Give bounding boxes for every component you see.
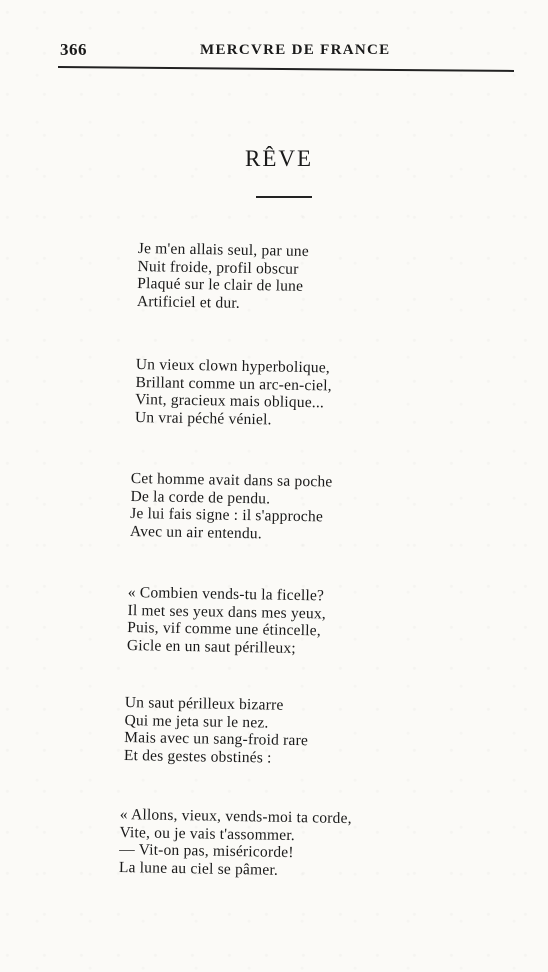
verse-line: — Vit-on pas, miséricorde!	[119, 841, 294, 862]
verse-line: La lune au ciel se pâmer.	[118, 858, 279, 879]
verse-line: « Combien vends-tu la ficelle?	[127, 584, 325, 605]
verse-line: Qui me jeta sur le nez.	[124, 711, 269, 732]
verse-line: Il met ses yeux dans mes yeux,	[127, 601, 327, 623]
stanza-5	[124, 694, 309, 768]
verse-line: Puis, vif comme une étincelle,	[127, 619, 322, 640]
stanza-2	[135, 356, 332, 430]
verse-line: Un saut périlleux bizarre	[124, 694, 284, 714]
verse-line: Brillant comme un arc-en-ciel,	[135, 373, 332, 395]
stanza-4	[127, 584, 327, 658]
verse-line: Un vrai péché véniel.	[134, 408, 272, 429]
poem-title: RÊVE	[245, 146, 314, 171]
page-number: 366	[60, 40, 87, 59]
stanza-1	[137, 240, 309, 313]
header-rule	[58, 66, 514, 72]
verse-line: Nuit froide, profil obscur	[137, 257, 299, 278]
verse-line: Et des gestes obstinés :	[123, 746, 272, 767]
verse-line: Cet homme avait dans sa poche	[130, 470, 333, 491]
verse-line: Artificiel et dur.	[136, 292, 241, 312]
verse-line: Plaqué sur le clair de lune	[137, 275, 304, 296]
verse-line: Mais avec un sang-froid rare	[124, 729, 309, 750]
verse-line: Gicle en un saut périlleux;	[126, 636, 297, 657]
running-head: MERCVRE DE FRANCE	[200, 42, 391, 58]
stanza-6	[119, 806, 352, 880]
verse-line: Vint, gracieux mais oblique...	[135, 391, 325, 412]
stanza-3	[130, 470, 333, 544]
verse-line: Avec un air entendu.	[129, 522, 263, 543]
verse-line: Je lui fais signe : il s'approche	[130, 505, 324, 526]
verse-line: « Allons, vieux, vends-moi ta corde,	[119, 806, 352, 828]
verse-line: Un vieux clown hyperbolique,	[135, 356, 331, 377]
verse-line: Je m'en allais seul, par une	[137, 240, 310, 260]
verse-line: De la corde de pendu.	[130, 487, 271, 508]
verse-line: Vite, ou je vais t'assommer.	[119, 823, 296, 844]
title-rule	[256, 196, 312, 198]
